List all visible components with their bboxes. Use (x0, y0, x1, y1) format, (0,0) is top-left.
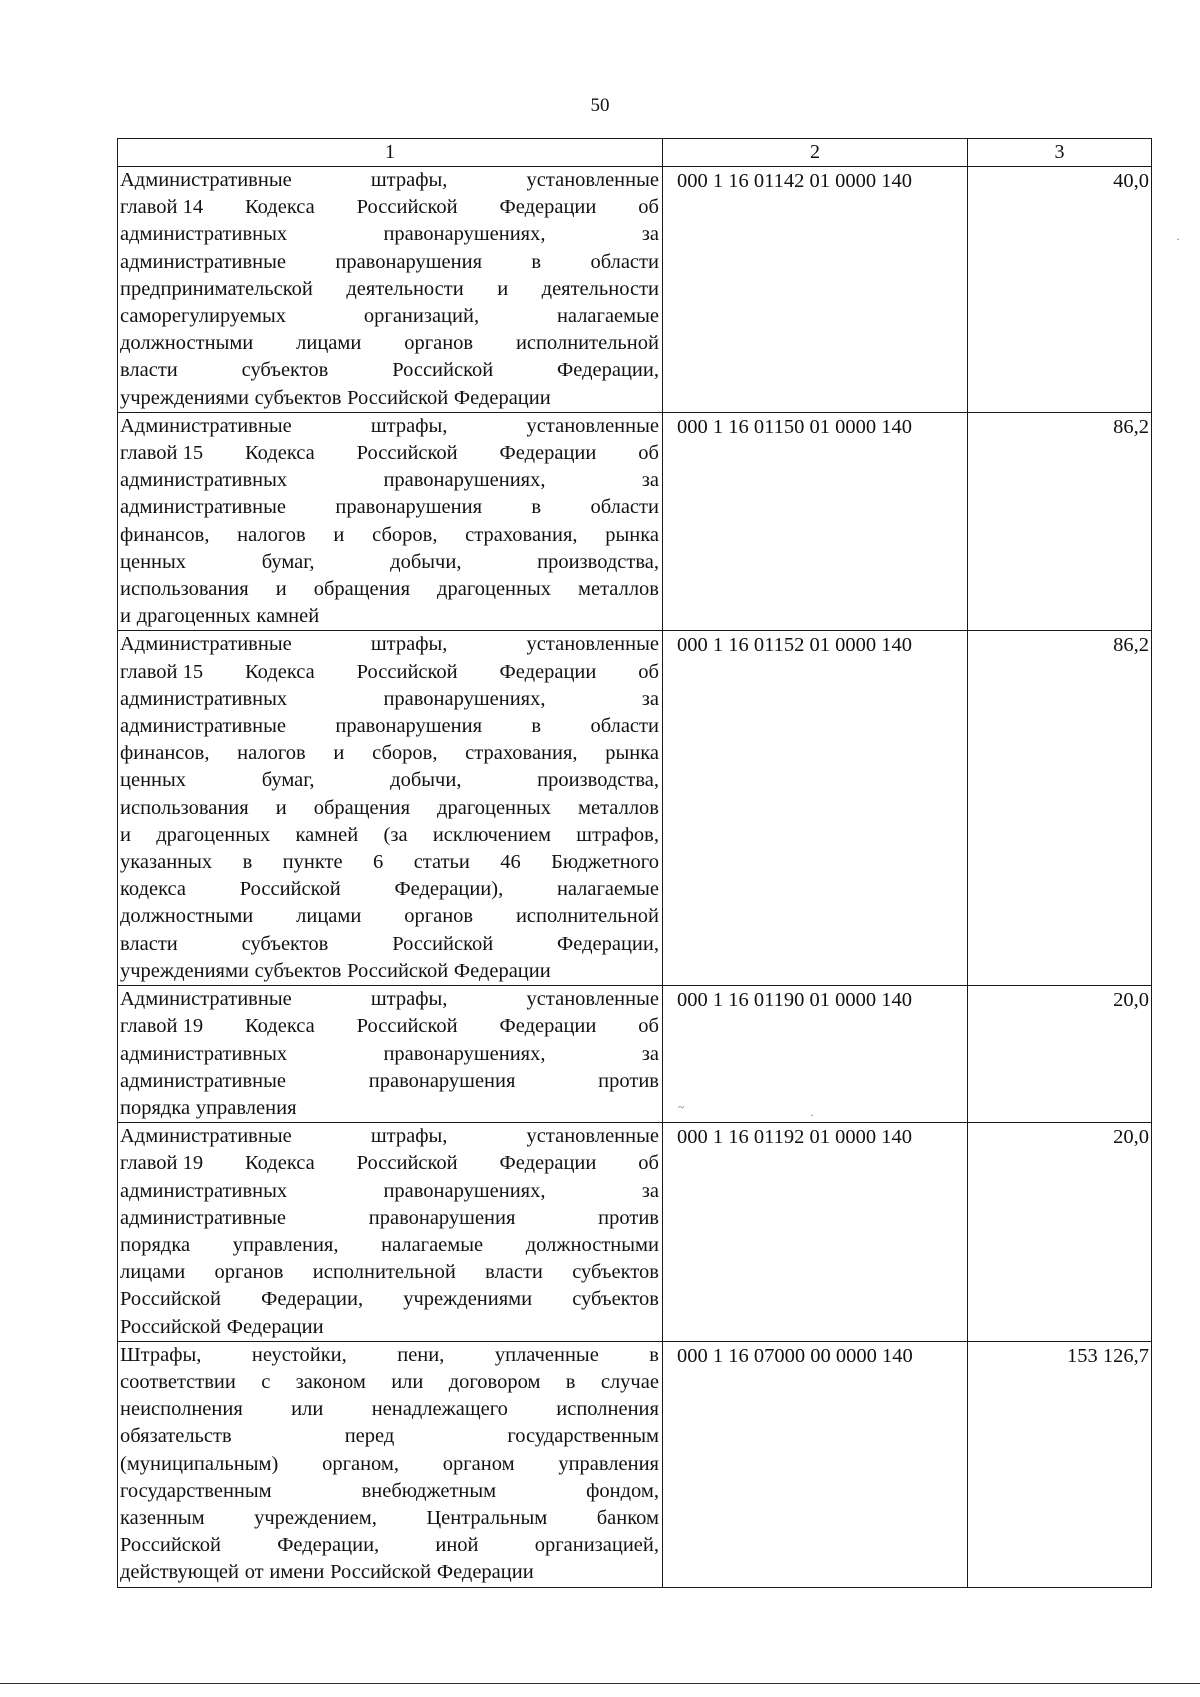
description-word: Административные (120, 1125, 292, 1148)
description-word: уплаченные (494, 1343, 599, 1366)
table-row (118, 1341, 1152, 1587)
description-word: Кодекса (244, 442, 315, 465)
description-word: деятельности (346, 277, 464, 300)
description-line (120, 1532, 659, 1559)
description-word: Российской (239, 878, 341, 901)
amount-value: 86,2 (968, 412, 1152, 631)
description-word: исполнительной (312, 1261, 456, 1284)
description-word: или (291, 1398, 324, 1421)
description-word: установленные (526, 633, 659, 656)
description-word: в (242, 851, 253, 874)
description-line (120, 167, 659, 194)
description-word: камней (256, 605, 320, 628)
description-word: Федерации (499, 196, 597, 219)
description-word: рынка (605, 742, 659, 765)
description-word: органов (214, 1261, 284, 1284)
description-word: установленные (526, 414, 659, 437)
description-word: административные (120, 250, 286, 273)
description-word: драгоценных (156, 823, 271, 846)
description-word: бумаг, (261, 550, 315, 573)
description-word: Российской (347, 959, 449, 982)
description-word: порядка (120, 1096, 191, 1119)
description-line (120, 385, 659, 412)
description-word: лицами (120, 1261, 186, 1284)
row-description (118, 412, 663, 631)
description-word: правонарушения (368, 1206, 516, 1229)
description-word: административных (120, 1179, 288, 1202)
description-word: обращения (313, 578, 411, 601)
description-word: законом (295, 1370, 366, 1393)
description-line (120, 1232, 659, 1259)
description-line (120, 740, 659, 767)
description-word: Кодекса (244, 1015, 315, 1038)
description-line (120, 1041, 659, 1068)
row-description (118, 986, 663, 1123)
description-word: учреждениями (403, 1288, 533, 1311)
description-word: драгоценных (437, 796, 552, 819)
column-header-3: 3 (968, 139, 1152, 167)
description-word: установленные (526, 988, 659, 1011)
description-word: налагаемые (381, 1233, 484, 1256)
description-word: штрафы, (370, 414, 448, 437)
description-line (120, 440, 659, 467)
description-word: в (649, 1343, 659, 1366)
description-word: рынка (605, 523, 659, 546)
description-word: Российской (120, 1315, 222, 1338)
description-line (120, 686, 659, 713)
description-word: правонарушениях, (383, 1179, 546, 1202)
description-word: Российской (356, 442, 458, 465)
revenue-table (117, 138, 1152, 1588)
description-word: исполнительной (515, 332, 659, 355)
description-line (120, 1095, 659, 1122)
description-word: в (565, 1370, 576, 1393)
page-bottom-rule (0, 1683, 1200, 1684)
description-word: области (590, 496, 659, 519)
description-word: и (333, 523, 345, 546)
description-word: организацией, (534, 1534, 659, 1557)
description-word: налогов (237, 523, 306, 546)
description-word: Федерации (499, 1152, 597, 1175)
description-line (120, 221, 659, 248)
description-word: правонарушения (368, 1069, 516, 1092)
description-word: штрафов, (576, 823, 659, 846)
description-word: от (244, 1561, 264, 1584)
description-line (120, 795, 659, 822)
description-line (120, 1150, 659, 1177)
description-word: и (275, 796, 287, 819)
description-word: порядка (120, 1233, 191, 1256)
description-word: за (641, 1179, 659, 1202)
description-word: сборов, (372, 742, 438, 765)
description-word: штрафы, (370, 1125, 448, 1148)
description-line (120, 931, 659, 958)
description-line (120, 1342, 659, 1369)
description-word: добычи, (390, 550, 462, 573)
description-word: Российской (392, 359, 494, 382)
amount-value: 86,2 (968, 631, 1152, 986)
description-word: налагаемые (556, 878, 659, 901)
description-word: металлов (578, 796, 659, 819)
table-row (118, 631, 1152, 986)
description-line (120, 767, 659, 794)
description-word: ценных (120, 550, 187, 573)
description-word: с (261, 1370, 271, 1393)
scan-speck: · (1176, 232, 1180, 246)
description-word: (муниципальным) (120, 1452, 279, 1475)
description-word: субъектов (254, 386, 342, 409)
description-word: штрафы, (370, 169, 448, 191)
description-word: бумаг, (261, 769, 315, 792)
description-word: фондом, (586, 1479, 659, 1502)
description-line (120, 713, 659, 740)
description-word: субъектов (572, 1288, 659, 1311)
description-line (120, 659, 659, 686)
description-word: использования (120, 796, 249, 819)
description-word: финансов, (120, 742, 210, 765)
description-word: в (531, 250, 542, 273)
description-word: административных (120, 1042, 288, 1065)
description-word: иной (435, 1534, 479, 1557)
description-word: субъектов (254, 959, 342, 982)
description-line (120, 330, 659, 357)
description-word: 6 (373, 851, 384, 874)
description-word: штрафы, (370, 988, 448, 1011)
description-word: административных (120, 687, 288, 710)
budget-classification-code: 000 1 16 01190 01 0000 140 (663, 986, 968, 1123)
description-line (120, 549, 659, 576)
description-word: исключением (432, 823, 552, 846)
amount-value: 20,0 (968, 986, 1152, 1123)
description-line (120, 1423, 659, 1450)
description-word: деятельности (541, 277, 659, 300)
description-word: Кодекса (244, 1152, 315, 1175)
description-word: саморегулируемых (120, 305, 287, 328)
table-row (118, 986, 1152, 1123)
description-word: драгоценных (437, 578, 552, 601)
description-word: власти (120, 932, 178, 955)
description-line (120, 194, 659, 221)
description-line (120, 522, 659, 549)
description-word: Федерации (499, 442, 597, 465)
description-word: главой 15 (120, 442, 204, 465)
description-line (120, 1478, 659, 1505)
description-word: Российской (120, 1534, 222, 1557)
description-word: об (638, 1015, 659, 1038)
scan-speck: · (810, 1108, 814, 1122)
description-word: области (590, 250, 659, 273)
description-word: главой 14 (120, 196, 204, 219)
description-word: учреждениями (120, 959, 249, 982)
description-word: Федерации, (557, 932, 659, 955)
description-word: казенным (120, 1506, 205, 1529)
description-word: налагаемые (556, 305, 659, 328)
row-description (118, 1123, 663, 1342)
description-word: драгоценных (136, 605, 251, 628)
description-word: страхования, (465, 742, 578, 765)
description-word: правонарушения (335, 496, 483, 519)
description-word: неустойки, (251, 1343, 347, 1366)
description-line (120, 1314, 659, 1341)
description-word: установленные (526, 169, 659, 191)
description-word: лицами (296, 905, 362, 928)
description-word: за (641, 223, 659, 246)
description-word: Штрафы, (120, 1343, 202, 1366)
row-description (118, 1341, 663, 1587)
description-word: управления (558, 1452, 659, 1475)
description-word: административные (120, 1069, 286, 1092)
table-row (118, 167, 1152, 413)
description-word: (за (383, 823, 408, 846)
description-word: Российской (356, 1152, 458, 1175)
description-word: использования (120, 578, 249, 601)
description-word: сборов, (372, 523, 438, 546)
description-word: и (497, 277, 509, 300)
description-word: правонарушениях, (383, 687, 546, 710)
description-word: или (391, 1370, 424, 1393)
description-word: за (641, 687, 659, 710)
description-word: об (638, 660, 659, 683)
description-word: административных (120, 223, 288, 246)
description-word: субъектов (241, 932, 329, 955)
page-number: 50 (590, 95, 610, 116)
description-word: правонарушениях, (383, 223, 546, 246)
description-word: обращения (313, 796, 411, 819)
description-line (120, 603, 659, 630)
description-word: главой 15 (120, 660, 204, 683)
description-word: и (120, 605, 131, 628)
description-word: органом, (322, 1452, 399, 1475)
description-word: правонарушениях, (383, 469, 546, 492)
description-word: органом (442, 1452, 515, 1475)
description-word: Федерации (453, 386, 551, 409)
description-word: об (638, 442, 659, 465)
description-line (120, 413, 659, 440)
description-word: против (598, 1069, 659, 1092)
description-word: Российской (392, 932, 494, 955)
description-word: учреждениями (120, 386, 249, 409)
description-word: органов (404, 905, 474, 928)
description-line (120, 822, 659, 849)
description-line (120, 849, 659, 876)
description-line (120, 1369, 659, 1396)
description-word: Российской (356, 660, 458, 683)
description-word: случае (600, 1370, 659, 1393)
row-description (118, 167, 663, 413)
budget-classification-code: 000 1 16 07000 00 0000 140 (663, 1341, 968, 1587)
description-line (120, 249, 659, 276)
description-word: административные (120, 715, 286, 738)
description-word: предпринимательской (120, 277, 313, 300)
description-line (120, 631, 659, 658)
description-word: должностными (120, 332, 254, 355)
description-line (120, 1178, 659, 1205)
description-word: Федерации, (557, 359, 659, 382)
description-line (120, 903, 659, 930)
description-word: действующей (120, 1561, 239, 1584)
description-line (120, 986, 659, 1013)
description-word: Федерации (226, 1315, 324, 1338)
description-word: банком (596, 1506, 659, 1529)
description-word: Российской (356, 196, 458, 219)
description-word: об (638, 196, 659, 219)
budget-classification-code: 000 1 16 01152 01 0000 140 (663, 631, 968, 986)
description-word: субъектов (241, 359, 329, 382)
amount-value: 153 126,7 (968, 1341, 1152, 1587)
description-word: внебюджетным (361, 1479, 497, 1502)
description-word: главой 19 (120, 1015, 204, 1038)
description-word: за (641, 1042, 659, 1065)
column-header-2: 2 (663, 139, 968, 167)
description-word: Федерации (436, 1561, 534, 1584)
table-body (118, 139, 1152, 1588)
description-word: главой 19 (120, 1152, 204, 1175)
description-word: Бюджетного (551, 851, 659, 874)
description-line (120, 494, 659, 521)
description-line (120, 1013, 659, 1040)
description-word: административные (120, 1206, 286, 1229)
description-word: неисполнения (120, 1398, 243, 1421)
description-word: Кодекса (244, 660, 315, 683)
description-word: власти (485, 1261, 543, 1284)
description-word: добычи, (390, 769, 462, 792)
description-word: лицами (296, 332, 362, 355)
description-word: штрафы, (370, 633, 448, 656)
description-word: 46 (500, 851, 521, 874)
row-description (118, 631, 663, 986)
description-word: исполнения (556, 1398, 659, 1421)
description-word: Федерации (499, 1015, 597, 1038)
description-word: должностными (120, 905, 254, 928)
description-word: административные (120, 496, 286, 519)
description-word: Российской (330, 1561, 432, 1584)
amount-value: 20,0 (968, 1123, 1152, 1342)
description-word: Центральным (426, 1506, 548, 1529)
description-line (120, 1451, 659, 1478)
description-line (120, 467, 659, 494)
description-line (120, 1396, 659, 1423)
description-word: Административные (120, 633, 292, 656)
description-word: Федерации), (394, 878, 504, 901)
description-word: государственным (120, 1479, 272, 1502)
column-header-1: 1 (118, 139, 663, 167)
description-word: перед (344, 1425, 395, 1448)
description-word: органов (404, 332, 474, 355)
description-line (120, 1505, 659, 1532)
description-word: соответствии (120, 1370, 236, 1393)
description-word: пени, (397, 1343, 445, 1366)
description-word: Российской (120, 1288, 222, 1311)
description-word: правонарушения (335, 715, 483, 738)
description-word: Федерации (453, 959, 551, 982)
description-word: и (275, 578, 287, 601)
amount-value: 40,0 (968, 167, 1152, 413)
description-word: установленные (526, 1125, 659, 1148)
description-word: правонарушениях, (383, 1042, 546, 1065)
description-line (120, 1286, 659, 1313)
description-word: статьи (413, 851, 470, 874)
description-word: Федерации, (277, 1534, 380, 1557)
description-line (120, 1205, 659, 1232)
description-line (120, 958, 659, 985)
description-word: имени (269, 1561, 325, 1584)
description-word: управления (195, 1096, 297, 1119)
description-line (120, 1068, 659, 1095)
description-word: Российской (356, 1015, 458, 1038)
description-word: производства, (537, 769, 659, 792)
description-line (120, 576, 659, 603)
description-word: против (598, 1206, 659, 1229)
description-line (120, 1259, 659, 1286)
description-word: управления, (232, 1233, 339, 1256)
description-line (120, 357, 659, 384)
table-header-row (118, 139, 1152, 167)
description-word: административных (120, 469, 288, 492)
description-word: страхования, (465, 523, 578, 546)
description-word: Федерации, (261, 1288, 364, 1311)
description-word: власти (120, 359, 178, 382)
table-row (118, 412, 1152, 631)
description-word: Административные (120, 988, 292, 1011)
description-word: Российской (347, 386, 449, 409)
table-row (118, 1123, 1152, 1342)
description-word: металлов (578, 578, 659, 601)
budget-classification-code: 000 1 16 01142 01 0000 140 (663, 167, 968, 413)
description-word: производства, (537, 550, 659, 573)
description-word: и (333, 742, 345, 765)
description-word: правонарушения (335, 250, 483, 273)
description-word: за (641, 469, 659, 492)
scan-speck: ~ (678, 1100, 685, 1114)
description-word: договором (448, 1370, 541, 1393)
description-word: финансов, (120, 523, 210, 546)
description-word: Административные (120, 414, 292, 437)
description-line (120, 303, 659, 330)
description-word: Федерации (499, 660, 597, 683)
description-word: камней (295, 823, 359, 846)
description-word: налогов (237, 742, 306, 765)
description-word: государственным (507, 1425, 659, 1448)
description-word: в (531, 496, 542, 519)
description-line (120, 1559, 659, 1586)
description-word: должностными (525, 1233, 659, 1256)
description-word: ненадлежащего (371, 1398, 508, 1421)
description-word: указанных (120, 851, 213, 874)
description-word: Кодекса (244, 196, 315, 219)
description-word: ценных (120, 769, 187, 792)
description-word: организаций, (363, 305, 480, 328)
budget-classification-code: 000 1 16 01192 01 0000 140 (663, 1123, 968, 1342)
description-word: об (638, 1152, 659, 1175)
description-word: и (120, 823, 131, 846)
description-word: пункте (282, 851, 343, 874)
description-word: исполнительной (515, 905, 659, 928)
description-line (120, 1123, 659, 1150)
description-word: учреждением, (254, 1506, 377, 1529)
description-word: субъектов (572, 1261, 659, 1284)
description-word: обязательств (120, 1425, 232, 1448)
description-word: Административные (120, 169, 292, 191)
description-line (120, 876, 659, 903)
budget-classification-code: 000 1 16 01150 01 0000 140 (663, 412, 968, 631)
description-word: области (590, 715, 659, 738)
description-word: кодекса (120, 878, 187, 901)
description-line (120, 276, 659, 303)
description-word: в (531, 715, 542, 738)
